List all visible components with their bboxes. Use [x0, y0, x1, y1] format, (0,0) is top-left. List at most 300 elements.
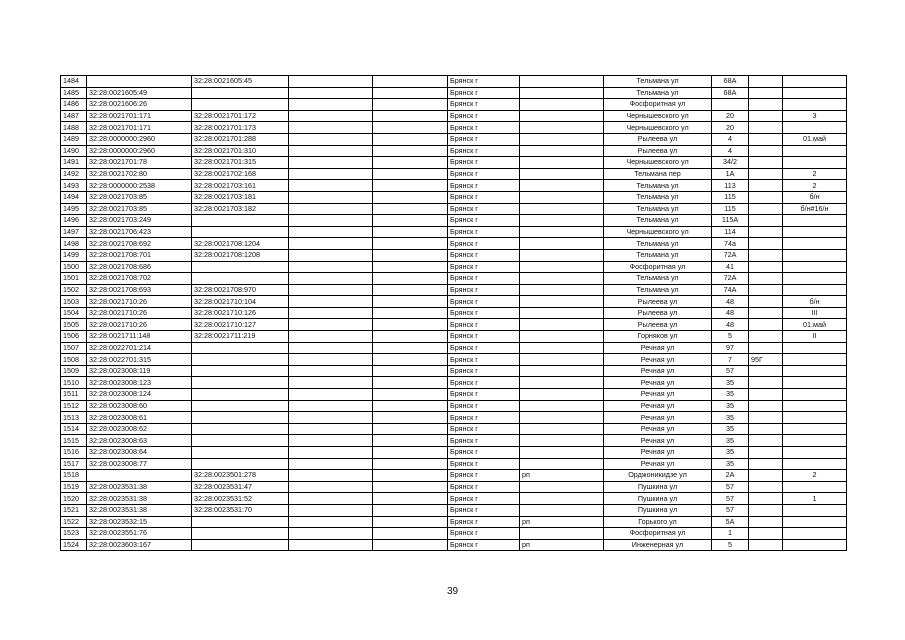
table-cell: [783, 342, 847, 354]
table-cell: [373, 377, 448, 389]
table-cell: [520, 528, 604, 540]
table-row: [61, 87, 847, 99]
table-cell: 32:28:0023603:167: [87, 539, 192, 551]
table-cell: [520, 191, 604, 203]
table-cell: 34/2: [712, 157, 749, 169]
table-cell: 32:28:0023008:77: [87, 458, 192, 470]
table-cell: [749, 296, 783, 308]
table-row: [61, 458, 847, 470]
table-row: [61, 423, 847, 435]
table-cell: [520, 145, 604, 157]
table-cell: [783, 157, 847, 169]
table-cell: 32:28:0021703:85: [87, 191, 192, 203]
table-cell: [783, 261, 847, 273]
table-cell: 113: [712, 180, 749, 192]
table-cell: [749, 528, 783, 540]
table-cell: 01.май: [783, 319, 847, 331]
table-cell: 48: [712, 296, 749, 308]
table-cell: 1518: [61, 470, 87, 482]
table-cell: 57: [712, 493, 749, 505]
table-cell: [373, 447, 448, 459]
table-cell: Речная ул: [604, 447, 712, 459]
table-cell: 1507: [61, 342, 87, 354]
table-cell: [373, 261, 448, 273]
table-cell: Фосфоритная ул: [604, 528, 712, 540]
table-cell: [749, 539, 783, 551]
table-cell: [289, 365, 373, 377]
table-cell: 1498: [61, 238, 87, 250]
table-cell: [289, 342, 373, 354]
table-cell: 1503: [61, 296, 87, 308]
table-cell: [749, 458, 783, 470]
table-cell: 1491: [61, 157, 87, 169]
table-cell: Брянск г: [448, 319, 520, 331]
table-cell: 2: [783, 180, 847, 192]
table-cell: 35: [712, 458, 749, 470]
table-cell: Речная ул: [604, 412, 712, 424]
table-cell: 32:28:0021710:26: [87, 307, 192, 319]
table-cell: [520, 110, 604, 122]
table-cell: 32:28:0021701:310: [192, 145, 289, 157]
table-cell: [783, 528, 847, 540]
table-cell: Тельмана ул: [604, 203, 712, 215]
table-cell: [520, 481, 604, 493]
table-cell: [192, 99, 289, 111]
table-row: [61, 226, 847, 238]
table-cell: 68А: [712, 76, 749, 88]
table-cell: 32:28:0021703:181: [192, 191, 289, 203]
table-cell: 4: [712, 145, 749, 157]
table-cell: 1493: [61, 180, 87, 192]
table-cell: [783, 539, 847, 551]
table-cell: Брянск г: [448, 423, 520, 435]
table-cell: [373, 493, 448, 505]
table-cell: Брянск г: [448, 481, 520, 493]
table-cell: 1490: [61, 145, 87, 157]
table-cell: [289, 215, 373, 227]
table-cell: [373, 249, 448, 261]
table-cell: Пушкина ул: [604, 481, 712, 493]
table-cell: 57: [712, 365, 749, 377]
table-cell: [749, 110, 783, 122]
table-cell: [289, 331, 373, 343]
table-cell: Рылеева ул: [604, 145, 712, 157]
table-cell: [520, 238, 604, 250]
table-cell: [749, 249, 783, 261]
table-cell: [289, 377, 373, 389]
table-cell: [289, 76, 373, 88]
table-cell: 32:28:0021701:172: [192, 110, 289, 122]
table-row: [61, 342, 847, 354]
table-cell: [520, 447, 604, 459]
table-cell: [373, 528, 448, 540]
table-cell: 32:28:0023501:278: [192, 470, 289, 482]
table-cell: [520, 273, 604, 285]
table-cell: 32:28:0021701:315: [192, 157, 289, 169]
table-cell: Фосфоритная ул: [604, 99, 712, 111]
table-cell: [749, 261, 783, 273]
table-cell: [373, 87, 448, 99]
table-cell: [289, 435, 373, 447]
table-cell: [749, 168, 783, 180]
table-cell: 1504: [61, 307, 87, 319]
table-cell: 35: [712, 389, 749, 401]
table-cell: Брянск г: [448, 87, 520, 99]
table-cell: [749, 470, 783, 482]
table-cell: [192, 215, 289, 227]
table-cell: Горького ул: [604, 516, 712, 528]
table-cell: [373, 423, 448, 435]
table-cell: [783, 365, 847, 377]
table-cell: рп: [520, 516, 604, 528]
table-cell: Брянск г: [448, 365, 520, 377]
table-cell: [749, 133, 783, 145]
table-cell: [783, 400, 847, 412]
table-row: [61, 470, 847, 482]
table-cell: [520, 226, 604, 238]
table-cell: [373, 191, 448, 203]
table-cell: 1494: [61, 191, 87, 203]
table-cell: 1500: [61, 261, 87, 273]
table-cell: [749, 157, 783, 169]
table-cell: б/н#16/н: [783, 203, 847, 215]
table-cell: 1511: [61, 389, 87, 401]
table-cell: Тельмана ул: [604, 191, 712, 203]
table-cell: [520, 307, 604, 319]
table-cell: [783, 377, 847, 389]
table-cell: [289, 504, 373, 516]
table-cell: 57: [712, 504, 749, 516]
table-cell: рп: [520, 539, 604, 551]
table-cell: 114: [712, 226, 749, 238]
table-cell: [373, 354, 448, 366]
table-cell: Рылеева ул: [604, 296, 712, 308]
table-cell: 1492: [61, 168, 87, 180]
table-cell: [373, 539, 448, 551]
table-cell: 41: [712, 261, 749, 273]
table-cell: [520, 122, 604, 134]
table-cell: 5А: [712, 516, 749, 528]
table-cell: [749, 423, 783, 435]
table-cell: [520, 423, 604, 435]
table-cell: Брянск г: [448, 470, 520, 482]
table-cell: 32:28:0023531:47: [192, 481, 289, 493]
table-cell: Горняков ул: [604, 331, 712, 343]
table-cell: 1522: [61, 516, 87, 528]
table-cell: 32:28:0023008:119: [87, 365, 192, 377]
table-cell: 35: [712, 412, 749, 424]
table-cell: [192, 400, 289, 412]
table-cell: [289, 238, 373, 250]
table-cell: 48: [712, 319, 749, 331]
table-cell: 20: [712, 122, 749, 134]
table-cell: 32:28:0021605:45: [192, 76, 289, 88]
table-cell: Тельмана ул: [604, 180, 712, 192]
table-cell: Пушкина ул: [604, 504, 712, 516]
table-cell: [749, 412, 783, 424]
table-cell: рп: [520, 470, 604, 482]
table-cell: 4: [712, 133, 749, 145]
table-cell: [749, 122, 783, 134]
table-cell: 7: [712, 354, 749, 366]
table-cell: 32:28:0021710:126: [192, 307, 289, 319]
table-cell: Брянск г: [448, 412, 520, 424]
table-cell: 35: [712, 377, 749, 389]
table-cell: Брянск г: [448, 122, 520, 134]
table-cell: 32:28:0021702:80: [87, 168, 192, 180]
table-cell: Рылеева ул: [604, 319, 712, 331]
table-cell: 1488: [61, 122, 87, 134]
table-cell: [783, 435, 847, 447]
table-cell: 32:28:0023008:62: [87, 423, 192, 435]
table-cell: [520, 354, 604, 366]
table-cell: [373, 273, 448, 285]
table-cell: [289, 191, 373, 203]
table-cell: [749, 76, 783, 88]
table-cell: [373, 145, 448, 157]
table-cell: [373, 435, 448, 447]
table-row: [61, 377, 847, 389]
table-cell: Брянск г: [448, 76, 520, 88]
table-cell: [289, 447, 373, 459]
table-cell: [289, 481, 373, 493]
table-cell: [373, 238, 448, 250]
table-cell: [192, 226, 289, 238]
table-cell: Брянск г: [448, 516, 520, 528]
table-cell: 32:28:0023531:38: [87, 493, 192, 505]
table-cell: [289, 168, 373, 180]
table-cell: [192, 412, 289, 424]
table-cell: [373, 516, 448, 528]
table-cell: [520, 87, 604, 99]
table-cell: Брянск г: [448, 400, 520, 412]
table-cell: [520, 180, 604, 192]
table-row: [61, 539, 847, 551]
table-cell: [192, 389, 289, 401]
table-cell: 1499: [61, 249, 87, 261]
table-cell: 32:28:0023531:70: [192, 504, 289, 516]
table-cell: [289, 354, 373, 366]
table-cell: [289, 180, 373, 192]
table-cell: Брянск г: [448, 261, 520, 273]
table-cell: Тельмана пер: [604, 168, 712, 180]
table-cell: [373, 122, 448, 134]
table-cell: Брянск г: [448, 168, 520, 180]
table-cell: [749, 191, 783, 203]
table-cell: [783, 145, 847, 157]
table-row: [61, 331, 847, 343]
table-cell: 32:28:0021708:701: [87, 249, 192, 261]
table-cell: [749, 435, 783, 447]
table-cell: Брянск г: [448, 342, 520, 354]
table-cell: 32:28:0021703:249: [87, 215, 192, 227]
table-cell: Брянск г: [448, 389, 520, 401]
table-cell: Чернышевского ул: [604, 157, 712, 169]
table-cell: [373, 226, 448, 238]
table-cell: 32:28:0022701:315: [87, 354, 192, 366]
table-cell: 1515: [61, 435, 87, 447]
table-cell: 115: [712, 203, 749, 215]
table-cell: 20: [712, 110, 749, 122]
table-cell: [192, 528, 289, 540]
table-cell: [783, 226, 847, 238]
table-cell: [289, 203, 373, 215]
table-cell: Брянск г: [448, 354, 520, 366]
table-cell: 1509: [61, 365, 87, 377]
table-cell: 32:28:0021708:1204: [192, 238, 289, 250]
table-cell: 5: [712, 539, 749, 551]
table-cell: Орджоникидзе ул: [604, 470, 712, 482]
table-cell: [783, 354, 847, 366]
table-row: [61, 412, 847, 424]
table-cell: [373, 76, 448, 88]
table-cell: [783, 447, 847, 459]
table-cell: 1А: [712, 168, 749, 180]
table-cell: 1501: [61, 273, 87, 285]
table-cell: Речная ул: [604, 400, 712, 412]
table-cell: 3: [783, 110, 847, 122]
table-cell: 32:28:0021708:1208: [192, 249, 289, 261]
table-cell: 2: [783, 168, 847, 180]
table-cell: [749, 180, 783, 192]
table-cell: Брянск г: [448, 273, 520, 285]
table-row: [61, 191, 847, 203]
table-cell: [520, 377, 604, 389]
table-cell: [192, 423, 289, 435]
table-cell: Брянск г: [448, 504, 520, 516]
table-row: [61, 157, 847, 169]
table-cell: Речная ул: [604, 354, 712, 366]
table-cell: 1520: [61, 493, 87, 505]
table-cell: [749, 226, 783, 238]
table-cell: 115А: [712, 215, 749, 227]
table-row: [61, 145, 847, 157]
table-cell: Брянск г: [448, 493, 520, 505]
table-cell: [289, 307, 373, 319]
table-row: [61, 110, 847, 122]
table-cell: 32:28:0023532:15: [87, 516, 192, 528]
table-cell: [373, 342, 448, 354]
table-cell: [289, 157, 373, 169]
table-cell: [520, 365, 604, 377]
table-body: [61, 76, 847, 551]
table-cell: 1489: [61, 133, 87, 145]
table-cell: [749, 504, 783, 516]
table-cell: 35: [712, 400, 749, 412]
table-cell: [520, 342, 604, 354]
table-cell: 1485: [61, 87, 87, 99]
table-row: [61, 354, 847, 366]
table-cell: 32:28:0021701:171: [87, 122, 192, 134]
table-row: [61, 307, 847, 319]
table-cell: Речная ул: [604, 458, 712, 470]
table-cell: [520, 203, 604, 215]
table-cell: Тельмана ул: [604, 238, 712, 250]
table-cell: [289, 226, 373, 238]
table-cell: Рылеева ул: [604, 307, 712, 319]
table-cell: [749, 203, 783, 215]
table-cell: [373, 319, 448, 331]
table-row: [61, 447, 847, 459]
table-cell: [712, 99, 749, 111]
table-cell: [749, 284, 783, 296]
table-cell: 32:28:0023531:52: [192, 493, 289, 505]
table-cell: II: [783, 331, 847, 343]
table-cell: 32:28:0021708:970: [192, 284, 289, 296]
table-cell: [87, 470, 192, 482]
table-cell: 1487: [61, 110, 87, 122]
table-cell: 115: [712, 191, 749, 203]
table-cell: [192, 365, 289, 377]
table-cell: [289, 493, 373, 505]
table-row: [61, 389, 847, 401]
table-cell: Брянск г: [448, 528, 520, 540]
table-cell: 1484: [61, 76, 87, 88]
table-cell: Брянск г: [448, 238, 520, 250]
table-cell: [520, 504, 604, 516]
table-cell: 32:28:0021708:686: [87, 261, 192, 273]
table-cell: [192, 261, 289, 273]
table-row: [61, 319, 847, 331]
table-row: [61, 215, 847, 227]
table-cell: 1512: [61, 400, 87, 412]
table-cell: [783, 87, 847, 99]
data-table: [60, 75, 847, 551]
table-cell: Брянск г: [448, 377, 520, 389]
table-cell: 1497: [61, 226, 87, 238]
table-cell: Тельмана ул: [604, 87, 712, 99]
table-cell: [749, 400, 783, 412]
table-cell: 32:28:0021606:26: [87, 99, 192, 111]
table-cell: Речная ул: [604, 377, 712, 389]
table-cell: 32:28:0021702:168: [192, 168, 289, 180]
table-cell: [289, 249, 373, 261]
table-cell: [749, 516, 783, 528]
table-cell: [289, 319, 373, 331]
table-cell: [192, 458, 289, 470]
table-cell: [289, 296, 373, 308]
table-cell: Брянск г: [448, 296, 520, 308]
table-cell: 2: [783, 470, 847, 482]
table-cell: [289, 87, 373, 99]
table-cell: [87, 76, 192, 88]
table-cell: [783, 284, 847, 296]
table-cell: Тельмана ул: [604, 76, 712, 88]
table-cell: Брянск г: [448, 226, 520, 238]
table-cell: 32:28:0023531:38: [87, 504, 192, 516]
table-cell: [373, 99, 448, 111]
table-cell: [749, 215, 783, 227]
table-cell: [373, 331, 448, 343]
table-row: [61, 504, 847, 516]
table-cell: Фосфоритная ул: [604, 261, 712, 273]
table-cell: [289, 145, 373, 157]
table-cell: [373, 470, 448, 482]
table-row: [61, 481, 847, 493]
table-cell: 2А: [712, 470, 749, 482]
table-cell: [373, 296, 448, 308]
table-cell: Речная ул: [604, 389, 712, 401]
table-cell: 32:28:0021703:161: [192, 180, 289, 192]
table-cell: Речная ул: [604, 342, 712, 354]
table-cell: Брянск г: [448, 284, 520, 296]
table-cell: [783, 516, 847, 528]
table-cell: Рылеева ул: [604, 133, 712, 145]
table-cell: 32:28:0022701:214: [87, 342, 192, 354]
table-cell: 32:28:0021701:288: [192, 133, 289, 145]
table-cell: [373, 133, 448, 145]
table-cell: [289, 261, 373, 273]
